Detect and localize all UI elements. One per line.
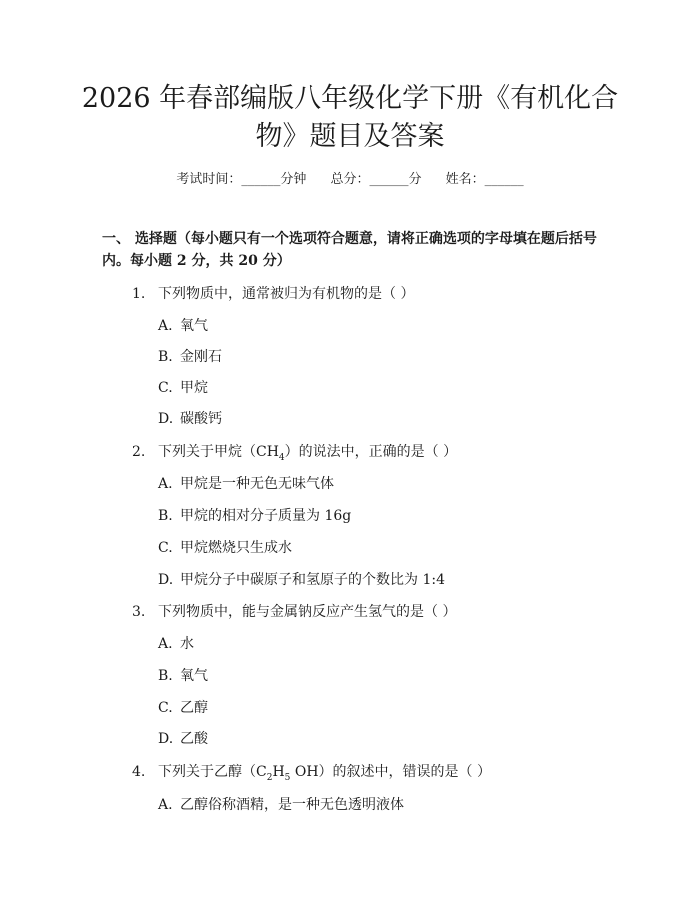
- option-1a: A. 氧气: [158, 318, 208, 334]
- question-number: 1.: [132, 286, 146, 302]
- option-2c: C. 甲烷燃烧只生成水: [158, 540, 292, 556]
- exam-name: 姓名：______: [445, 172, 524, 187]
- question-text: 下列物质中，通常被归为有机物的是（ ）: [158, 286, 415, 302]
- option-2a: A. 甲烷是一种无色无味气体: [158, 476, 334, 492]
- option-1b: B. 金刚石: [158, 349, 222, 365]
- question-2: 2. 下列关于甲烷$(CH_4)$的说法中，正确的是（ ）: [132, 444, 458, 463]
- option-1d: D. 碳酸钙: [158, 411, 222, 427]
- option-3c: C. 乙醇: [158, 700, 208, 716]
- option-3a: A. 水: [158, 636, 194, 652]
- exam-score: 总分：______分: [330, 172, 422, 187]
- option-1c: C. 甲烷: [158, 380, 208, 396]
- question-1: [132, 283, 414, 303]
- page-title: [0, 80, 700, 156]
- option-4a: A. 乙醇俗称酒精，是一种无色透明液体: [158, 797, 404, 813]
- option-2d: D. 甲烷分子中碳原子和氢原子的个数比为 1:4: [158, 572, 445, 588]
- question-number: 3.: [132, 604, 146, 620]
- question-4: 4. 下列关于乙醇（$C_2H_5$ OH）的叙述中，错误的是（ ）: [132, 764, 491, 783]
- title-line-2: 物》题目及答案: [255, 121, 445, 152]
- question-number: 4.: [132, 764, 146, 780]
- option-3d: D. 乙酸: [158, 731, 208, 747]
- section-heading: 一、 选择题（每小题只有一个选项符合题意，请将正确选项的字母填在题后括号内。每小题 2 分，共 20 分）: [102, 231, 597, 269]
- question-3: [132, 601, 456, 621]
- title-line-1: 2026 年春部编版八年级化学下册《有机化合: [81, 83, 619, 114]
- option-2b: B. 甲烷的相对分子质量为 16g: [158, 508, 352, 524]
- question-text: 下列物质中，能与金属钠反应产生氢气的是（ ）: [158, 604, 457, 620]
- exam-time: 考试时间：______分钟: [176, 172, 307, 187]
- option-3b: B. 氧气: [158, 668, 208, 684]
- question-number: 2.: [132, 444, 146, 460]
- exam-meta: [0, 168, 700, 187]
